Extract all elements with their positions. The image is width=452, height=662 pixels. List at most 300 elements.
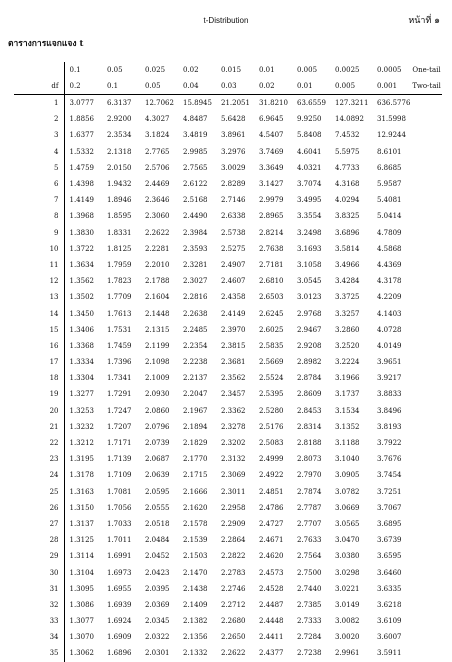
critical-value-cell: 3.1427 [259, 180, 284, 189]
critical-value-cell: 3.8961 [221, 131, 246, 140]
critical-value-cell: 2.5280 [259, 406, 284, 415]
critical-value-cell: 2.1098 [145, 358, 170, 367]
critical-value-cell: 2.5835 [259, 341, 284, 350]
critical-value-cell: 4.2209 [377, 293, 402, 302]
critical-value-cell: 2.0369 [145, 600, 170, 609]
critical-value-cell: 1.6991 [107, 552, 132, 561]
critical-value-cell: 2.4607 [221, 277, 246, 286]
critical-value-cell: 2.7874 [297, 487, 322, 496]
critical-value-cell: 2.7333 [297, 617, 322, 626]
df-cell: 10 [14, 241, 64, 257]
critical-value-cell: 1.4149 [69, 196, 94, 205]
one-tail-alpha-header: 0.05 [107, 66, 123, 74]
critical-value-cell: 4.5407 [259, 131, 284, 140]
critical-value-cell: 1.3070 [69, 633, 94, 642]
two-tail-alpha-header: 0.03 [216, 78, 254, 95]
critical-value-cell: 1.7459 [107, 341, 132, 350]
critical-value-cell: 2.2485 [183, 325, 208, 334]
critical-value-cell: 2.6122 [183, 180, 208, 189]
df-header: df [14, 78, 64, 95]
critical-value-cell: 3.1737 [335, 390, 360, 399]
critical-value-cell: 2.2622 [221, 649, 246, 658]
critical-value-cell: 2.2281 [145, 244, 170, 253]
critical-value-cell: 2.7970 [297, 471, 322, 480]
critical-value-cell: 1.3406 [69, 325, 94, 334]
critical-value-cell: 2.3069 [221, 471, 246, 480]
critical-value-cell: 21.2051 [221, 99, 250, 108]
critical-value-cell: 3.0545 [297, 277, 322, 286]
tail-spacer-cell [410, 144, 442, 160]
critical-value-cell: 3.9651 [377, 358, 402, 367]
critical-value-cell: 2.1620 [183, 503, 208, 512]
critical-value-cell: 1.8125 [107, 244, 132, 253]
table-row [14, 176, 442, 192]
tail-spacer-cell [410, 160, 442, 176]
critical-value-cell: 3.7454 [377, 471, 402, 480]
critical-value-cell: 3.7469 [259, 147, 284, 156]
critical-value-cell: 2.9985 [183, 147, 208, 156]
critical-value-cell: 3.8193 [377, 422, 402, 431]
critical-value-cell: 3.6109 [377, 617, 402, 626]
critical-value-cell: 3.0905 [335, 471, 360, 480]
critical-value-cell: 4.0149 [377, 341, 402, 350]
critical-value-cell: 3.4284 [335, 277, 360, 286]
critical-value-cell: 3.1966 [335, 374, 360, 383]
critical-value-cell: 2.2638 [183, 309, 208, 318]
df-cell: 23 [14, 451, 64, 467]
critical-value-cell: 3.5911 [377, 649, 402, 658]
critical-value-cell: 4.5868 [377, 244, 402, 253]
critical-value-cell: 5.8408 [297, 131, 322, 140]
critical-value-cell: 3.6460 [377, 568, 402, 577]
critical-value-cell: 3.1824 [145, 131, 170, 140]
critical-value-cell: 2.3362 [221, 406, 246, 415]
critical-value-cell: 2.4377 [259, 649, 284, 658]
critical-value-cell: 4.6041 [297, 147, 322, 156]
table-row [14, 127, 442, 143]
two-tail-alpha-header: 0.04 [178, 78, 216, 95]
tail-spacer-cell [410, 532, 442, 548]
critical-value-cell: 2.5706 [145, 163, 170, 172]
two-tail-alpha-header: 0.05 [140, 78, 178, 95]
two-tail-alpha-header: 0.005 [330, 78, 372, 95]
critical-value-cell: 4.0321 [297, 163, 322, 172]
critical-value-cell: 4.3027 [145, 115, 170, 124]
critical-value-cell: 2.7564 [297, 552, 322, 561]
critical-value-cell: 4.0294 [335, 196, 360, 205]
critical-value-cell: 2.1770 [183, 455, 208, 464]
df-cell: 15 [14, 322, 64, 338]
critical-value-cell: 4.7733 [335, 163, 360, 172]
tail-spacer-cell [410, 111, 442, 127]
critical-value-cell: 2.7146 [221, 196, 246, 205]
tail-spacer-cell [410, 451, 442, 467]
critical-value-cell: 1.5332 [69, 147, 94, 156]
critical-value-cell: 2.0639 [145, 471, 170, 480]
tail-spacer-cell [410, 322, 442, 338]
df-header-blank [14, 62, 64, 78]
table-row [14, 467, 442, 483]
tail-spacer-cell [410, 208, 442, 224]
critical-value-cell: 2.0930 [145, 390, 170, 399]
tail-spacer-cell [410, 305, 442, 321]
critical-value-cell: 2.3202 [221, 439, 246, 448]
page-header [0, 13, 452, 27]
critical-value-cell: 1.4398 [69, 180, 94, 189]
table-body [14, 95, 442, 662]
critical-value-cell: 2.2622 [145, 228, 170, 237]
critical-value-cell: 2.2680 [221, 617, 246, 626]
critical-value-cell: 2.3970 [221, 325, 246, 334]
critical-value-cell: 2.4490 [183, 212, 208, 221]
critical-value-cell: 5.4081 [377, 196, 402, 205]
table-row [14, 305, 442, 321]
critical-value-cell: 2.4469 [145, 180, 170, 189]
critical-value-cell: 2.7284 [297, 633, 322, 642]
critical-value-cell: 1.7207 [107, 422, 132, 431]
tail-spacer-cell [410, 241, 442, 257]
critical-value-cell: 1.6896 [107, 649, 132, 658]
critical-value-cell: 5.5975 [335, 147, 360, 156]
two-tail-alpha-header: 0.1 [102, 78, 140, 95]
tail-spacer-cell [410, 257, 442, 273]
critical-value-cell: 2.8965 [259, 212, 284, 221]
critical-value-cell: 3.6335 [377, 584, 402, 593]
df-cell: 1 [14, 95, 64, 112]
table-row [14, 289, 442, 305]
critical-value-cell: 3.0020 [335, 633, 360, 642]
critical-value-cell: 2.2816 [183, 293, 208, 302]
df-cell: 6 [14, 176, 64, 192]
table-row [14, 613, 442, 629]
one-tail-alpha-header: 0.1 [69, 66, 81, 74]
critical-value-cell: 3.1188 [335, 439, 360, 448]
critical-value-cell: 2.4573 [259, 568, 284, 577]
critical-value-cell: 2.4907 [221, 260, 246, 269]
df-cell: 26 [14, 500, 64, 516]
critical-value-cell: 2.4786 [259, 503, 284, 512]
tail-spacer-cell [410, 370, 442, 386]
tail-spacer-cell [410, 192, 442, 208]
critical-value-cell: 2.9979 [259, 196, 284, 205]
critical-value-cell: 2.2783 [221, 568, 246, 577]
table-row [14, 338, 442, 354]
critical-value-cell: 3.7922 [377, 439, 402, 448]
critical-value-cell: 2.8453 [297, 406, 322, 415]
critical-value-cell: 2.8314 [297, 422, 322, 431]
critical-value-cell: 1.7291 [107, 390, 132, 399]
critical-value-cell: 2.1788 [145, 277, 170, 286]
critical-value-cell: 2.1448 [145, 309, 170, 318]
critical-value-cell: 6.9645 [259, 115, 284, 124]
critical-value-cell: 2.2864 [221, 536, 246, 545]
critical-value-cell: 2.1438 [183, 584, 208, 593]
critical-value-cell: 2.4528 [259, 584, 284, 593]
df-cell: 29 [14, 548, 64, 564]
critical-value-cell: 2.2047 [183, 390, 208, 399]
critical-value-cell: 636.5776 [377, 99, 411, 108]
tail-spacer-cell [410, 354, 442, 370]
table-row [14, 241, 442, 257]
tail-spacer-cell [410, 176, 442, 192]
critical-value-cell: 2.3593 [183, 244, 208, 253]
critical-value-cell: 2.9768 [297, 309, 322, 318]
critical-value-cell: 2.1829 [183, 439, 208, 448]
critical-value-cell: 2.8214 [259, 228, 284, 237]
critical-value-cell: 1.3334 [69, 358, 94, 367]
critical-value-cell: 3.0669 [335, 503, 360, 512]
critical-value-cell: 2.0796 [145, 422, 170, 431]
critical-value-cell: 1.3195 [69, 455, 94, 464]
critical-value-cell: 1.3163 [69, 487, 94, 496]
tail-spacer-cell [410, 403, 442, 419]
critical-value-cell: 3.2498 [297, 228, 322, 237]
df-cell: 19 [14, 386, 64, 402]
critical-value-cell: 2.4727 [259, 519, 284, 528]
table-row [14, 273, 442, 289]
critical-value-cell: 3.4819 [183, 131, 208, 140]
critical-value-cell: 1.7396 [107, 358, 132, 367]
df-cell: 5 [14, 160, 64, 176]
critical-value-cell: 3.3649 [259, 163, 284, 172]
table-row [14, 516, 442, 532]
critical-value-cell: 1.3450 [69, 309, 94, 318]
critical-value-cell: 2.1470 [183, 568, 208, 577]
critical-value-cell: 2.4411 [259, 633, 284, 642]
critical-value-cell: 1.3304 [69, 374, 94, 383]
tail-spacer-cell [410, 548, 442, 564]
critical-value-cell: 2.6810 [259, 277, 284, 286]
critical-value-cell: 2.7765 [145, 147, 170, 156]
df-cell: 12 [14, 273, 64, 289]
tail-spacer-cell [410, 484, 442, 500]
critical-value-cell: 3.1058 [297, 260, 322, 269]
critical-value-cell: 1.3104 [69, 568, 94, 577]
critical-value-cell: 1.3277 [69, 390, 94, 399]
tail-spacer-cell [410, 516, 442, 532]
critical-value-cell: 4.4369 [377, 260, 402, 269]
table-row [14, 500, 442, 516]
critical-value-cell: 5.0414 [377, 212, 402, 221]
critical-value-cell: 3.7676 [377, 455, 402, 464]
critical-value-cell: 2.4358 [221, 293, 246, 302]
critical-value-cell: 63.6559 [297, 99, 326, 108]
one-tail-alpha-header: 0.025 [145, 66, 166, 74]
critical-value-cell: 2.1578 [183, 519, 208, 528]
critical-value-cell: 1.3077 [69, 617, 94, 626]
critical-value-cell: 3.2976 [221, 147, 246, 156]
critical-value-cell: 1.3125 [69, 536, 94, 545]
critical-value-cell: 1.6924 [107, 617, 132, 626]
critical-value-cell: 127.3211 [335, 99, 369, 108]
critical-value-cell: 12.9244 [377, 131, 406, 140]
df-cell: 11 [14, 257, 64, 273]
critical-value-cell: 2.2746 [221, 584, 246, 593]
critical-value-cell: 3.8496 [377, 406, 402, 415]
critical-value-cell: 1.3968 [69, 212, 94, 221]
critical-value-cell: 1.6377 [69, 131, 94, 140]
critical-value-cell: 2.4620 [259, 552, 284, 561]
tail-spacer-cell [410, 500, 442, 516]
critical-value-cell: 2.7707 [297, 519, 322, 528]
tail-spacer-cell [410, 289, 442, 305]
one-tail-alpha-header: 0.0005 [377, 66, 402, 74]
df-cell: 7 [14, 192, 64, 208]
critical-value-cell: 2.3646 [145, 196, 170, 205]
critical-value-cell: 3.7251 [377, 487, 402, 496]
critical-value-cell: 4.1403 [377, 309, 402, 318]
df-cell: 4 [14, 144, 64, 160]
critical-value-cell: 3.4995 [297, 196, 322, 205]
critical-value-cell: 2.1356 [183, 633, 208, 642]
critical-value-cell: 3.9217 [377, 374, 402, 383]
document-title: t-Distribution [203, 16, 249, 25]
df-cell: 17 [14, 354, 64, 370]
critical-value-cell: 2.3815 [221, 341, 246, 350]
critical-value-cell: 3.0123 [297, 293, 322, 302]
critical-value-cell: 1.6909 [107, 633, 132, 642]
critical-value-cell: 3.0082 [335, 617, 360, 626]
critical-value-cell: 2.7638 [259, 244, 284, 253]
critical-value-cell: 2.1382 [183, 617, 208, 626]
critical-value-cell: 2.1666 [183, 487, 208, 496]
critical-value-cell: 1.7033 [107, 519, 132, 528]
critical-value-cell: 3.0777 [69, 99, 94, 108]
critical-value-cell: 2.8784 [297, 374, 322, 383]
critical-value-cell: 1.3253 [69, 406, 94, 415]
critical-value-cell: 6.3137 [107, 99, 132, 108]
critical-value-cell: 3.6896 [335, 228, 360, 237]
two-tail-alpha-header: 0.001 [372, 78, 410, 95]
tail-spacer-cell [410, 127, 442, 143]
critical-value-cell: 1.3502 [69, 293, 94, 302]
critical-value-cell: 2.3278 [221, 422, 246, 431]
critical-value-cell: 5.6428 [221, 115, 246, 124]
critical-value-cell: 3.8325 [335, 212, 360, 221]
tail-spacer-cell [410, 386, 442, 402]
critical-value-cell: 1.3634 [69, 260, 94, 269]
critical-value-cell: 2.7385 [297, 600, 322, 609]
critical-value-cell: 1.7959 [107, 260, 132, 269]
critical-value-cell: 2.3562 [221, 374, 246, 383]
critical-value-cell: 3.2224 [335, 358, 360, 367]
critical-value-cell: 3.2520 [335, 341, 360, 350]
critical-value-cell: 3.1693 [297, 244, 322, 253]
critical-value-cell: 2.0484 [145, 536, 170, 545]
table-row [14, 564, 442, 580]
two-tail-alpha-header: 0.01 [292, 78, 330, 95]
critical-value-cell: 2.3534 [107, 131, 132, 140]
critical-value-cell: 3.0029 [221, 163, 246, 172]
critical-value-cell: 1.3212 [69, 439, 94, 448]
critical-value-cell: 2.0150 [107, 163, 132, 172]
critical-value-cell: 3.0298 [335, 568, 360, 577]
critical-value-cell: 2.9467 [297, 325, 322, 334]
critical-value-cell: 2.4448 [259, 617, 284, 626]
critical-value-cell: 2.1318 [107, 147, 132, 156]
critical-value-cell: 2.6338 [221, 212, 246, 221]
critical-value-cell: 3.4966 [335, 260, 360, 269]
critical-value-cell: 2.0860 [145, 406, 170, 415]
df-cell: 27 [14, 516, 64, 532]
critical-value-cell: 3.0782 [335, 487, 360, 496]
df-cell: 2 [14, 111, 64, 127]
table-row [14, 208, 442, 224]
critical-value-cell: 2.2909 [221, 519, 246, 528]
two-tail-alpha-header: 0.2 [64, 78, 102, 95]
critical-value-cell: 1.3137 [69, 519, 94, 528]
critical-value-cell: 2.9200 [107, 115, 132, 124]
one-tail-alpha-header: 0.015 [221, 66, 242, 74]
critical-value-cell: 2.7633 [297, 536, 322, 545]
one-tail-alpha-header: 0.01 [259, 66, 275, 74]
critical-value-cell: 3.8833 [377, 390, 402, 399]
critical-value-cell: 2.1199 [145, 341, 170, 350]
critical-value-cell: 3.1040 [335, 455, 360, 464]
critical-value-cell: 2.7440 [297, 584, 322, 593]
tail-spacer-cell [410, 645, 442, 661]
critical-value-cell: 2.3681 [221, 358, 246, 367]
critical-value-cell: 2.2010 [145, 260, 170, 269]
df-cell: 31 [14, 581, 64, 597]
critical-value-cell: 2.5738 [221, 228, 246, 237]
critical-value-cell: 2.4671 [259, 536, 284, 545]
critical-value-cell: 2.2958 [221, 503, 246, 512]
table-row [14, 645, 442, 661]
critical-value-cell: 2.7181 [259, 260, 284, 269]
critical-value-cell: 2.0687 [145, 455, 170, 464]
tail-spacer-cell [410, 95, 442, 112]
table-row [14, 160, 442, 176]
critical-value-cell: 2.0423 [145, 568, 170, 577]
table-row [14, 225, 442, 241]
tail-spacer-cell [410, 613, 442, 629]
critical-value-cell: 6.8685 [377, 163, 402, 172]
df-cell: 34 [14, 629, 64, 645]
critical-value-cell: 12.7062 [145, 99, 174, 108]
critical-value-cell: 1.7247 [107, 406, 132, 415]
df-cell: 32 [14, 597, 64, 613]
tail-spacer-cell [410, 435, 442, 451]
df-cell: 28 [14, 532, 64, 548]
critical-value-cell: 1.3114 [69, 552, 94, 561]
tail-spacer-cell [410, 564, 442, 580]
critical-value-cell: 31.5998 [377, 115, 406, 124]
critical-value-cell: 1.7531 [107, 325, 132, 334]
critical-value-cell: 14.0892 [335, 115, 364, 124]
table-row [14, 451, 442, 467]
critical-value-cell: 2.1315 [145, 325, 170, 334]
df-cell: 30 [14, 564, 64, 580]
critical-value-cell: 2.1503 [183, 552, 208, 561]
critical-value-cell: 1.7011 [107, 536, 132, 545]
critical-value-cell: 2.6245 [259, 309, 284, 318]
critical-value-cell: 2.2712 [221, 600, 246, 609]
critical-value-cell: 2.7238 [297, 649, 322, 658]
critical-value-cell: 3.3725 [335, 293, 360, 302]
critical-value-cell: 1.6939 [107, 600, 132, 609]
critical-value-cell: 2.0301 [145, 649, 170, 658]
critical-value-cell: 1.3368 [69, 341, 94, 350]
df-cell: 16 [14, 338, 64, 354]
critical-value-cell: 2.6025 [259, 325, 284, 334]
tail-spacer-cell [410, 581, 442, 597]
critical-value-cell: 1.8946 [107, 196, 132, 205]
table-row [14, 419, 442, 435]
df-cell: 25 [14, 484, 64, 500]
df-cell: 8 [14, 208, 64, 224]
critical-value-cell: 1.3095 [69, 584, 94, 593]
